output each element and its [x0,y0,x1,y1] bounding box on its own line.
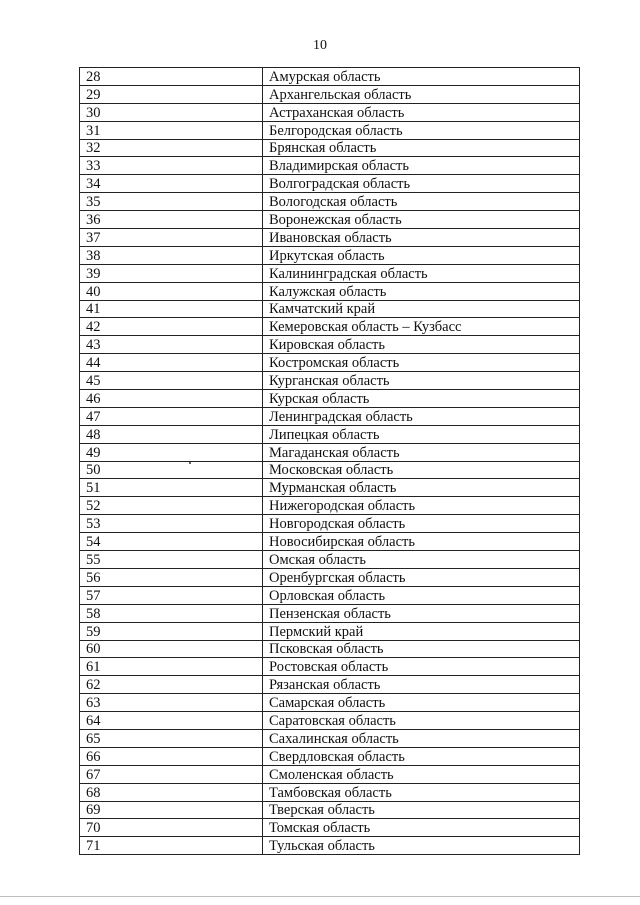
row-number-cell: 62 [80,676,263,694]
table-row [80,640,580,658]
region-name-cell: Липецкая область [263,425,580,443]
region-name-cell: Калининградская область [263,264,580,282]
table-row [80,157,580,175]
region-name-cell: Пензенская область [263,604,580,622]
region-name-cell: Свердловская область [263,747,580,765]
table-row [80,282,580,300]
page-number: 10 [313,38,327,53]
table-row [80,229,580,247]
table-row [80,85,580,103]
region-name-cell: Нижегородская область [263,497,580,515]
row-number-cell: 40 [80,282,263,300]
table-row [80,479,580,497]
region-name-cell: Тульская область [263,837,580,855]
row-number-cell: 69 [80,801,263,819]
table-row [80,694,580,712]
row-number-cell: 31 [80,121,263,139]
row-number-cell: 41 [80,300,263,318]
row-number-cell: 66 [80,747,263,765]
table-row [80,407,580,425]
row-number-cell: 60 [80,640,263,658]
region-name-cell: Волгоградская область [263,175,580,193]
row-number-cell: 59 [80,622,263,640]
row-number-cell: 35 [80,193,263,211]
region-name-cell: Псковская область [263,640,580,658]
table-row [80,318,580,336]
region-name-cell: Ивановская область [263,229,580,247]
region-name-cell: Магаданская область [263,443,580,461]
row-number-cell: 44 [80,354,263,372]
region-name-cell: Тверская область [263,801,580,819]
table-row [80,121,580,139]
row-number-cell: 50 [80,461,263,479]
row-number-cell: 53 [80,515,263,533]
row-number-cell: 64 [80,712,263,730]
row-number-cell: 71 [80,837,263,855]
region-name-cell: Вологодская область [263,193,580,211]
table-row [80,819,580,837]
table-row [80,837,580,855]
row-number-cell: 65 [80,729,263,747]
table-row [80,765,580,783]
table-row [80,354,580,372]
table-row [80,103,580,121]
table-row [80,515,580,533]
region-name-cell: Калужская область [263,282,580,300]
region-name-cell: Иркутская область [263,246,580,264]
region-name-cell: Кировская область [263,336,580,354]
row-number-cell: 45 [80,372,263,390]
region-name-cell: Воронежская область [263,211,580,229]
region-name-cell: Рязанская область [263,676,580,694]
region-name-cell: Сахалинская область [263,729,580,747]
table-row [80,497,580,515]
region-name-cell: Архангельская область [263,85,580,103]
table-row [80,676,580,694]
table-row [80,372,580,390]
row-number-cell: 42 [80,318,263,336]
region-name-cell: Новосибирская область [263,533,580,551]
row-number-cell: 34 [80,175,263,193]
region-name-cell: Московская область [263,461,580,479]
region-name-cell: Ленинградская область [263,407,580,425]
table-row [80,658,580,676]
row-number-cell: 55 [80,551,263,569]
table-row [80,712,580,730]
table-row [80,729,580,747]
region-name-cell: Пермский край [263,622,580,640]
region-name-cell: Камчатский край [263,300,580,318]
table-row [80,300,580,318]
row-number-cell: 68 [80,783,263,801]
table-row [80,586,580,604]
row-number-cell: 48 [80,425,263,443]
table-row [80,443,580,461]
row-number-cell: 39 [80,264,263,282]
row-number-cell: 67 [80,765,263,783]
table-row [80,139,580,157]
table-row [80,193,580,211]
table-row [80,551,580,569]
table-row [80,533,580,551]
region-name-cell: Амурская область [263,68,580,86]
row-number-cell: 29 [80,85,263,103]
region-name-cell: Белгородская область [263,121,580,139]
table-row [80,461,580,479]
row-number-cell: 28 [80,68,263,86]
region-name-cell: Астраханская область [263,103,580,121]
row-number-cell: 38 [80,246,263,264]
region-name-cell: Мурманская область [263,479,580,497]
table-row [80,68,580,86]
row-number-cell: 57 [80,586,263,604]
region-name-cell: Смоленская область [263,765,580,783]
table-row [80,747,580,765]
row-number-cell: 32 [80,139,263,157]
region-name-cell: Томская область [263,819,580,837]
region-name-cell: Омская область [263,551,580,569]
table-row [80,246,580,264]
region-name-cell: Кемеровская область – Кузбасс [263,318,580,336]
regions-table-body [80,68,580,855]
row-number-cell: 56 [80,568,263,586]
region-name-cell: Оренбургская область [263,568,580,586]
region-name-cell: Брянская область [263,139,580,157]
row-number-cell: 70 [80,819,263,837]
scan-speck [189,462,191,464]
page-bottom-edge [0,896,640,897]
region-name-cell: Ростовская область [263,658,580,676]
row-number-cell: 30 [80,103,263,121]
row-number-cell: 49 [80,443,263,461]
row-number-cell: 47 [80,407,263,425]
region-name-cell: Новгородская область [263,515,580,533]
regions-table [79,67,580,855]
row-number-cell: 46 [80,390,263,408]
row-number-cell: 52 [80,497,263,515]
region-name-cell: Орловская область [263,586,580,604]
region-name-cell: Владимирская область [263,157,580,175]
table-row [80,336,580,354]
table-row [80,568,580,586]
region-name-cell: Самарская область [263,694,580,712]
table-row [80,390,580,408]
table-row [80,211,580,229]
table-row [80,801,580,819]
row-number-cell: 54 [80,533,263,551]
table-row [80,622,580,640]
table-row [80,175,580,193]
row-number-cell: 33 [80,157,263,175]
table-row [80,604,580,622]
table-row [80,264,580,282]
row-number-cell: 37 [80,229,263,247]
region-name-cell: Курганская область [263,372,580,390]
region-name-cell: Курская область [263,390,580,408]
table-row [80,425,580,443]
region-name-cell: Саратовская область [263,712,580,730]
row-number-cell: 61 [80,658,263,676]
row-number-cell: 63 [80,694,263,712]
row-number-cell: 36 [80,211,263,229]
row-number-cell: 43 [80,336,263,354]
region-name-cell: Тамбовская область [263,783,580,801]
row-number-cell: 51 [80,479,263,497]
row-number-cell: 58 [80,604,263,622]
table-row [80,783,580,801]
region-name-cell: Костромская область [263,354,580,372]
